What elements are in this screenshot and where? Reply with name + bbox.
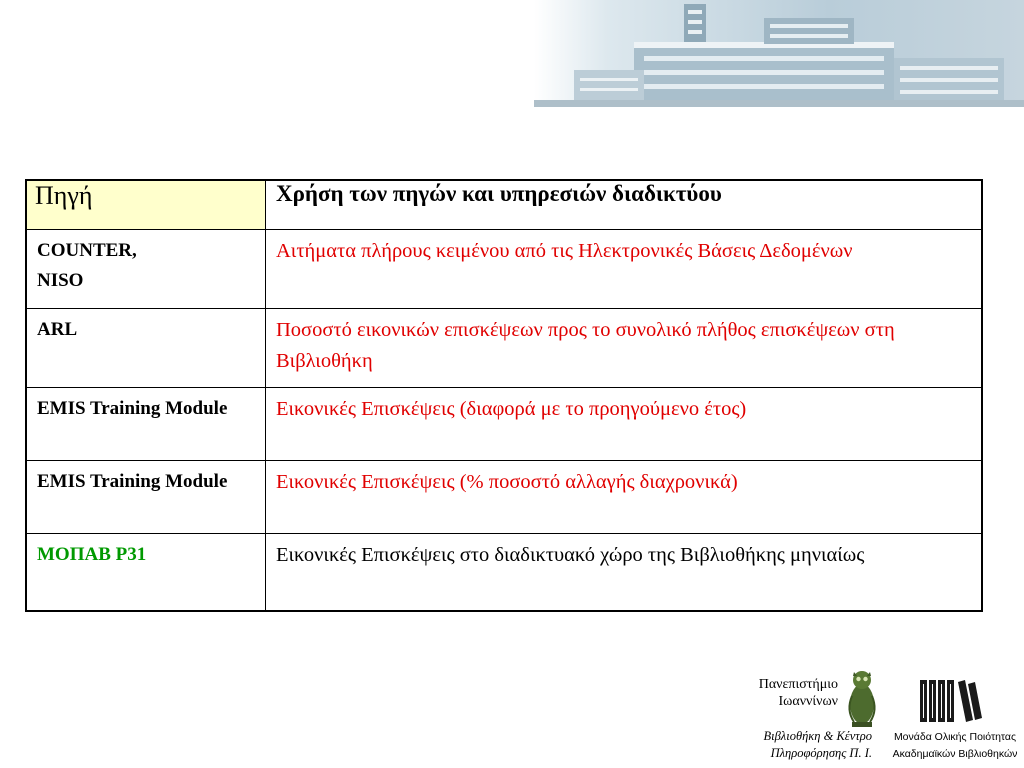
row-description: Εικονικές Επισκέψεις (διαφορά με το προηγούμενο έτος) <box>266 388 983 461</box>
table-row <box>26 309 982 388</box>
unit-line2: Ακαδημαϊκών Βιβλιοθηκών <box>892 748 1018 760</box>
row-source: ARL <box>26 309 266 388</box>
table-row <box>26 534 982 612</box>
row-description: Ποσοστό εικονικών επισκέψεων προς το συνολικό πλήθος επισκέψεων στη Βιβλιοθήκη <box>266 309 983 388</box>
row-source-text: COUNTER, NISO <box>37 240 137 291</box>
header-usage: Χρήση των πηγών και υπηρεσιών διαδικτύου <box>266 180 983 230</box>
row-source: EMIS Training Module <box>26 388 266 461</box>
books-icon <box>918 676 984 726</box>
quality-unit-name <box>888 729 1022 763</box>
unit-line1: Μονάδα Ολικής Ποιότητας <box>893 731 1017 743</box>
table-row <box>26 461 982 534</box>
building-photo-icon <box>534 0 1024 107</box>
university-line1: Πανεπιστήμιο <box>758 677 838 692</box>
row-source <box>26 230 266 309</box>
owl-icon <box>840 666 884 730</box>
table-row <box>26 230 982 309</box>
table-row <box>26 388 982 461</box>
row-description: Εικονικές Επισκέψεις στο διαδικτυακό χώρο της Βιβλιοθήκης μηνιαίως <box>266 534 983 612</box>
sources-table <box>25 179 983 612</box>
header-building-image <box>534 0 1024 107</box>
university-name <box>700 676 838 710</box>
library-line2: Πληροφόρησης Π. Ι. <box>770 746 872 760</box>
library-line1: Βιβλιοθήκη & Κέντρο <box>763 729 872 743</box>
row-source: ΜΟΠΑΒ Ρ31 <box>26 534 266 612</box>
row-description: Αιτήματα πλήρους κειμένου από τις Ηλεκτρονικές Βάσεις Δεδομένων <box>266 230 983 309</box>
university-line2: Ιωαννίνων <box>778 694 838 709</box>
header-source: Πηγή <box>26 180 266 230</box>
library-name <box>700 728 872 762</box>
row-description: Εικονικές Επισκέψεις (% ποσοστό αλλαγής διαχρονικά) <box>266 461 983 534</box>
table-header-row <box>26 180 982 230</box>
row-source: EMIS Training Module <box>26 461 266 534</box>
